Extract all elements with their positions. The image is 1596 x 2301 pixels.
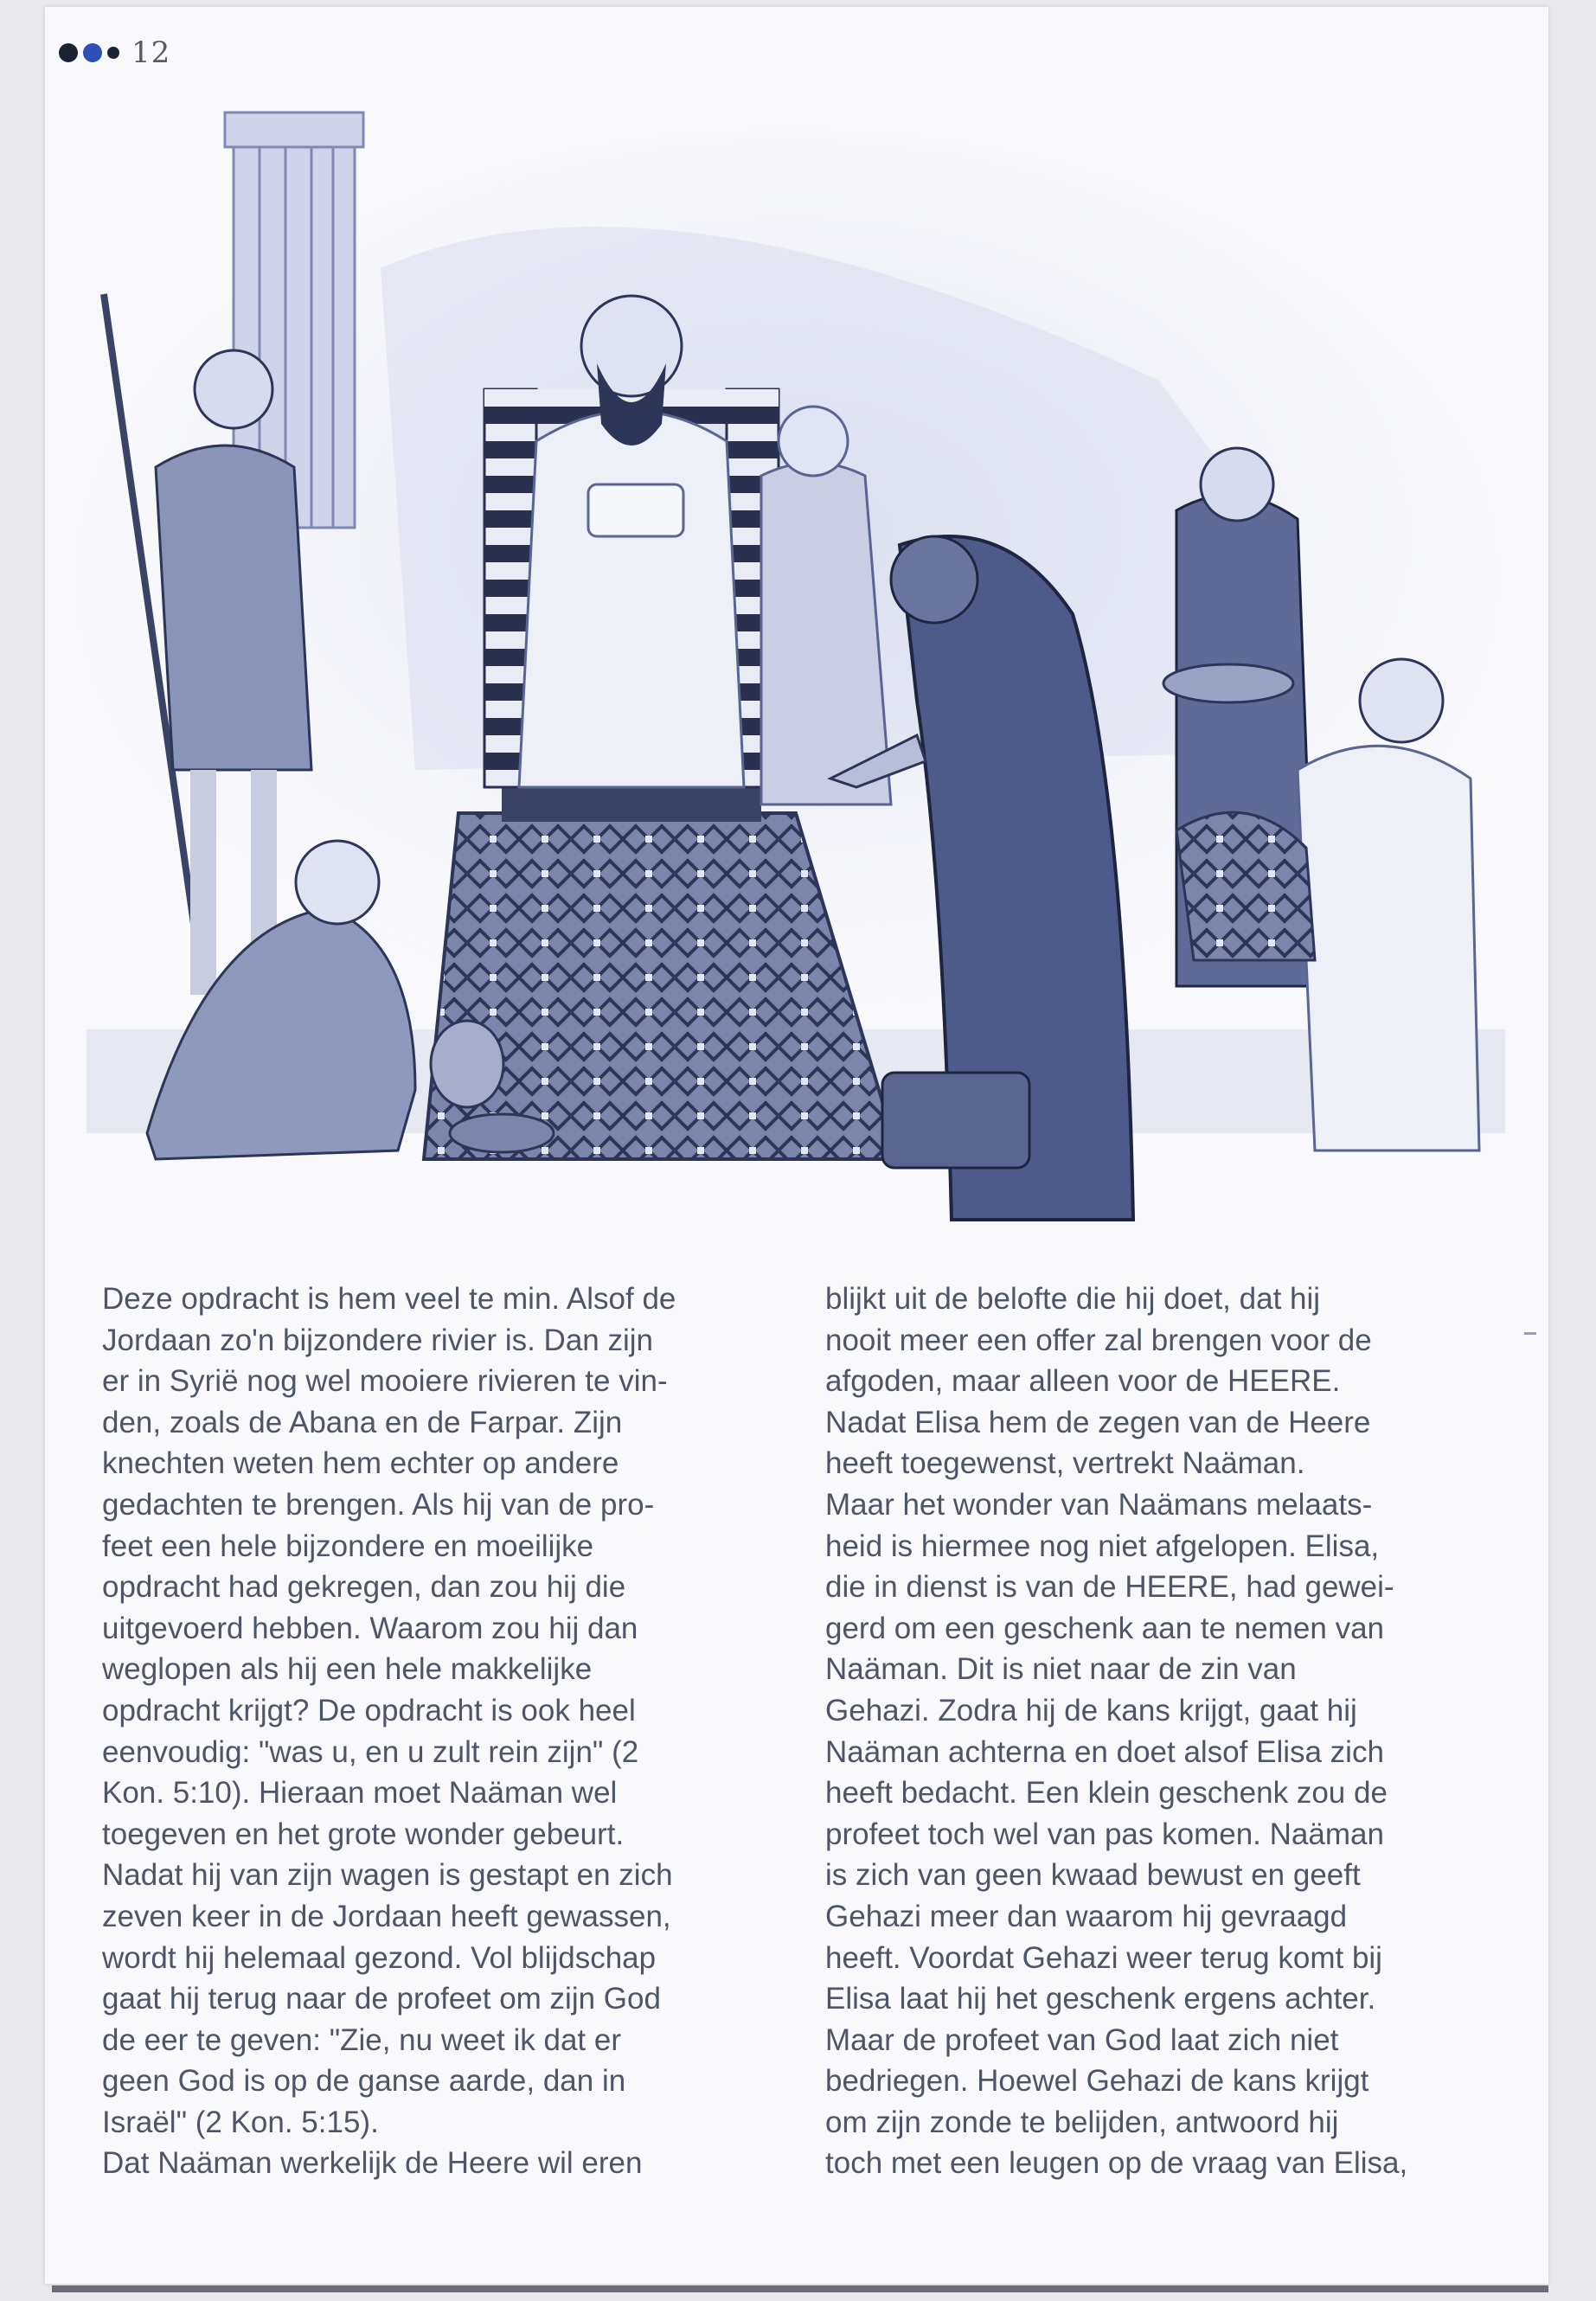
text-column-right <box>825 1279 1500 2184</box>
page-number: 12 <box>131 35 171 70</box>
margin-mark <box>1524 1332 1536 1335</box>
text-column-left <box>102 1279 777 2184</box>
page-bottom-edge <box>52 2285 1548 2292</box>
indicator-dot-icon <box>59 43 78 62</box>
body-text-left: Deze opdracht is hem veel te min. Alsof de Jordaan zo'n bijzondere rivier is. Dan zijn er in Syrië nog wel mooiere rivieren te vin- den, zoals de Abana en de Farpar. Zijn knechten weten hem echter op andere gedachten te brengen. Als hij van de pro- feet een hele bijzondere en moeilijke opdracht had gekregen, dan zou hij die uitgevoerd hebben. Waarom zou hij dan weglopen als hij een hele makkelijke opdracht krijgt? De opdracht is ook heel eenvoudig: "was u, en u zult rein zijn" (2 Kon. 5:10). Hieraan moet Naäman wel toegeven en het grote wonder gebeurt. Nadat hij van zijn wagen is gestapt en zich zeven keer in de Jordaan heeft gewassen, wordt hij helemaal gezond. Vol blijdschap gaat hij terug naar de profeet om zijn God de eer te geven: "Zie, nu weet ik dat er geen God is op de ganse aarde, dan in Israël" (2 Kon. 5:15). Dat Naäman werkelijk de Heere wil eren <box>102 1282 676 2181</box>
body-text-right: blijkt uit de belofte die hij doet, dat hij nooit meer een offer zal brengen voor de afgoden, maar alleen voor de HEERE. Nadat Elisa hem de zegen van de Heere heeft toegewenst, vertrekt Naäman. Maar het wonder van Naämans melaats- heid is hiermee nog niet afgelopen. Elisa, die in dienst is van de HEERE, had gewei- gerd om een geschenk aan te nemen van Naäman. Dit is niet naar de zin van Gehazi. Zodra hij de kans krijgt, gaat hij Naäman achterna en doet alsof Elisa zich heeft bedacht. Een klein geschenk zou de profeet toch wel van pas komen. Naäman is zich van geen kwaad bewust en geeft Gehazi meer dan waarom hij gevraagd heeft. Voordat Gehazi weer terug komt bij Elisa laat hij het geschenk ergens achter. Maar de profeet van God laat zich niet bedriegen. Hoewel Gehazi de kans krijgt om zijn zonde te belijden, antwoord hij toch met een leugen op de vraag van Elisa, <box>825 1282 1408 2181</box>
gift-chest <box>882 1073 1029 1168</box>
indicator-dot-icon <box>107 47 119 59</box>
page-header <box>59 31 170 74</box>
illustration-throne-room <box>52 95 1522 1272</box>
indicator-dot-icon <box>83 43 102 62</box>
